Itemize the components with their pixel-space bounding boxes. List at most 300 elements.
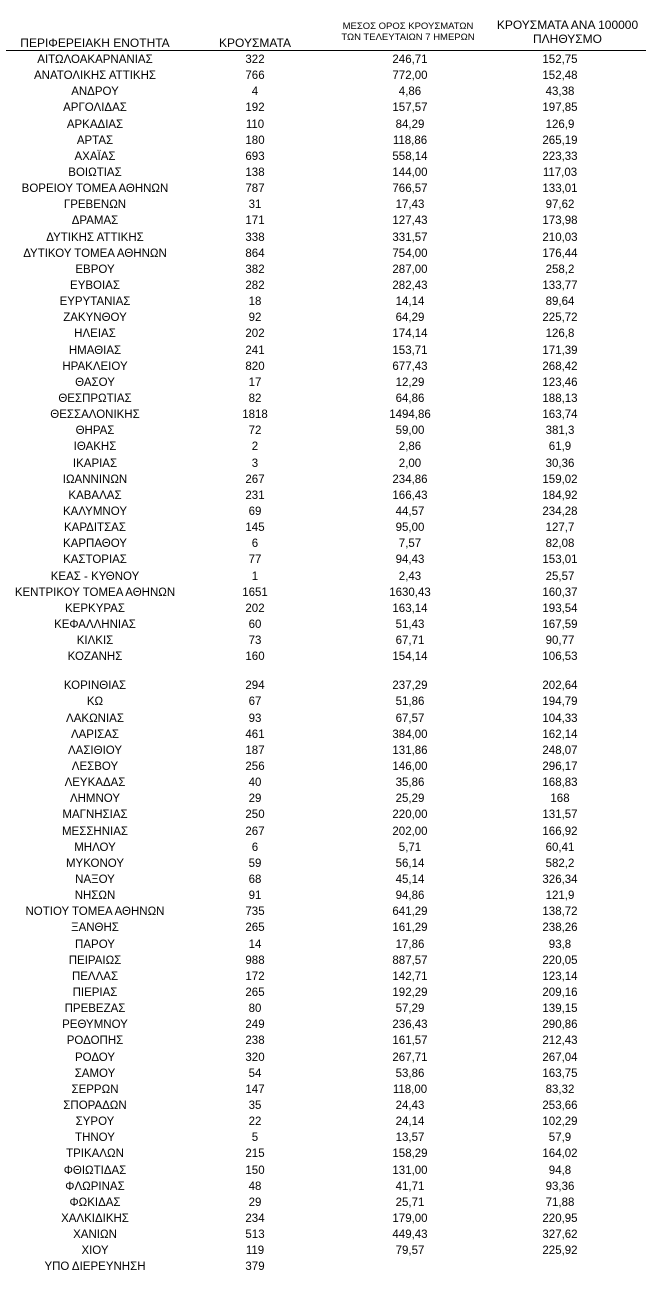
region-cell: ΝΟΤΙΟΥ ΤΟΜΕΑ ΑΘΗΝΩΝ bbox=[25, 906, 165, 919]
cases-cell: 22 bbox=[248, 1116, 262, 1129]
region-cell: ΦΩΚΙΔΑΣ bbox=[69, 1196, 121, 1209]
region-cell: ΑΡΤΑΣ bbox=[76, 134, 114, 147]
per100k-cell: 57,9 bbox=[548, 1132, 572, 1145]
avg7-cell: 2,00 bbox=[398, 457, 422, 470]
table-row bbox=[0, 617, 646, 633]
per100k-cell: 126,8 bbox=[545, 328, 575, 341]
region-cell: ΛΕΥΚΑΔΑΣ bbox=[64, 777, 126, 790]
per100k-cell: 139,15 bbox=[542, 1003, 578, 1016]
region-cell: ΚΙΛΚΙΣ bbox=[76, 635, 114, 648]
per100k-cell: 60,41 bbox=[545, 841, 575, 854]
cases-cell: 150 bbox=[245, 1164, 265, 1177]
table-row bbox=[0, 743, 646, 759]
avg7-cell: 287,00 bbox=[392, 263, 428, 276]
avg7-cell: 246,71 bbox=[392, 54, 428, 66]
per100k-cell: 296,17 bbox=[542, 761, 578, 774]
cases-cell: 29 bbox=[248, 793, 262, 806]
region-cell: ΚΑΡΔΙΤΣΑΣ bbox=[64, 522, 126, 535]
per100k-cell: 265,19 bbox=[542, 134, 578, 147]
cases-cell: 766 bbox=[245, 70, 265, 83]
cases-cell: 249 bbox=[245, 1019, 265, 1032]
header-region: ΠΕΡΙΦΕΡΕΙΑΚΗ ΕΝΟΤΗΤΑ bbox=[20, 36, 170, 50]
avg7-cell: 161,57 bbox=[392, 1035, 428, 1048]
region-cell: ΠΙΕΡΙΑΣ bbox=[72, 987, 118, 1000]
table-row bbox=[0, 585, 646, 601]
header-avg7 bbox=[318, 22, 498, 44]
table-row bbox=[0, 775, 646, 791]
cases-cell: 513 bbox=[245, 1229, 265, 1242]
cases-cell: 265 bbox=[245, 922, 265, 935]
per100k-cell: 82,08 bbox=[545, 538, 575, 551]
per100k-cell: 184,92 bbox=[542, 489, 578, 502]
table-row bbox=[0, 359, 646, 375]
table-row bbox=[0, 1114, 646, 1130]
region-cell: ΝΑΞΟΥ bbox=[75, 874, 115, 887]
region-cell: ΜΑΓΝΗΣΙΑΣ bbox=[62, 809, 128, 822]
avg7-cell: 24,43 bbox=[395, 1100, 425, 1112]
cases-cell: 160 bbox=[245, 651, 265, 664]
table-row bbox=[0, 472, 646, 488]
per100k-cell: 223,33 bbox=[542, 150, 578, 163]
per100k-cell: 133,01 bbox=[542, 183, 578, 196]
avg7-cell: 84,29 bbox=[395, 118, 425, 131]
avg7-cell: 25,29 bbox=[395, 793, 425, 806]
per100k-cell: 290,86 bbox=[542, 1019, 578, 1032]
cases-cell: 73 bbox=[248, 635, 262, 648]
cases-cell: 820 bbox=[245, 360, 265, 373]
per100k-cell: 159,02 bbox=[542, 473, 578, 486]
region-cell: ΖΑΚΥΝΘΟΥ bbox=[63, 312, 127, 325]
per100k-cell: 176,44 bbox=[542, 247, 578, 260]
cases-cell: 147 bbox=[245, 1083, 265, 1096]
avg7-cell: 118,00 bbox=[392, 1083, 428, 1096]
table-row bbox=[0, 294, 646, 310]
region-cell: ΔΥΤΙΚΗΣ ΑΤΤΙΚΗΣ bbox=[46, 231, 144, 244]
region-cell: ΚΑΒΑΛΑΣ bbox=[68, 489, 122, 502]
per100k-cell: 163,74 bbox=[542, 409, 578, 422]
table-row bbox=[0, 246, 646, 262]
table-row bbox=[0, 856, 646, 872]
region-cell: ΤΗΝΟΥ bbox=[75, 1132, 115, 1145]
avg7-cell: 144,00 bbox=[392, 166, 428, 179]
per100k-cell: 225,72 bbox=[542, 312, 578, 325]
region-cell: ΝΗΣΩΝ bbox=[74, 890, 116, 903]
cases-cell: 294 bbox=[245, 680, 265, 693]
table-row bbox=[0, 100, 646, 116]
table-row bbox=[0, 969, 646, 985]
per100k-cell: 123,46 bbox=[542, 376, 578, 389]
region-cell: ΣΑΜΟΥ bbox=[74, 1067, 116, 1080]
per100k-cell: 225,92 bbox=[542, 1245, 578, 1258]
cases-cell: 82 bbox=[248, 392, 262, 405]
region-cell: ΑΡΓΟΛΙΔΑΣ bbox=[63, 102, 127, 115]
avg7-cell: 384,00 bbox=[392, 728, 428, 741]
table-row bbox=[0, 649, 646, 665]
table-row bbox=[0, 68, 646, 84]
avg7-cell: 13,57 bbox=[395, 1132, 425, 1145]
cases-cell: 17 bbox=[248, 376, 262, 389]
table-row bbox=[0, 711, 646, 727]
cases-cell: 48 bbox=[248, 1180, 262, 1193]
region-cell: ΜΥΚΟΝΟΥ bbox=[65, 857, 125, 870]
per100k-cell: 106,53 bbox=[542, 651, 578, 664]
cases-cell: 1818 bbox=[242, 409, 268, 422]
cases-cell: 215 bbox=[245, 1148, 265, 1161]
avg7-cell: 118,86 bbox=[392, 134, 428, 147]
avg7-cell: 4,86 bbox=[398, 86, 422, 99]
region-cell: ΚΑΡΠΑΘΟΥ bbox=[63, 538, 127, 551]
per100k-cell: 248,07 bbox=[542, 744, 578, 757]
per100k-cell: 127,7 bbox=[545, 522, 575, 535]
table-row bbox=[0, 633, 646, 649]
avg7-cell: 17,43 bbox=[395, 199, 425, 212]
avg7-cell: 449,43 bbox=[392, 1229, 428, 1242]
region-cell: ΑΡΚΑΔΙΑΣ bbox=[66, 118, 124, 131]
region-cell: ΘΑΣΟΥ bbox=[75, 376, 115, 389]
per100k-cell: 93,36 bbox=[545, 1180, 575, 1193]
table-row bbox=[0, 536, 646, 552]
region-cell: ΗΛΕΙΑΣ bbox=[74, 328, 116, 341]
per100k-cell: 162,14 bbox=[542, 728, 578, 741]
avg7-cell: 94,86 bbox=[395, 890, 425, 903]
cases-cell: 267 bbox=[245, 473, 265, 486]
per100k-cell: 197,85 bbox=[542, 102, 578, 115]
per100k-cell: 210,03 bbox=[542, 231, 578, 244]
cases-cell: 4 bbox=[251, 86, 259, 99]
region-cell: ΘΗΡΑΣ bbox=[75, 425, 115, 438]
table-row bbox=[0, 1033, 646, 1049]
region-cell: ΕΒΡΟΥ bbox=[75, 263, 115, 276]
table-row bbox=[0, 391, 646, 407]
table-row bbox=[0, 375, 646, 391]
header-per100k-line1: ΚΡΟΥΣΜΑΤΑ ΑΝΑ 100000 bbox=[496, 18, 639, 32]
table-row bbox=[0, 84, 646, 100]
per100k-cell: 194,79 bbox=[542, 696, 578, 709]
avg7-cell: 220,00 bbox=[392, 809, 428, 822]
per100k-cell: 168,83 bbox=[542, 777, 578, 790]
per100k-cell: 167,59 bbox=[542, 618, 578, 631]
table-row bbox=[0, 439, 646, 455]
table-row bbox=[0, 1098, 646, 1114]
avg7-cell: 558,14 bbox=[392, 150, 428, 163]
table-row bbox=[0, 872, 646, 888]
table-row bbox=[0, 278, 646, 294]
avg7-cell: 331,57 bbox=[392, 231, 428, 244]
avg7-cell: 25,71 bbox=[395, 1196, 425, 1209]
cases-cell: 320 bbox=[245, 1051, 265, 1064]
region-cell: ΚΟΡΙΝΘΙΑΣ bbox=[63, 680, 127, 693]
avg7-cell: 44,57 bbox=[395, 505, 425, 518]
per100k-cell: 61,9 bbox=[548, 441, 572, 454]
region-cell: ΡΕΘΥΜΝΟΥ bbox=[62, 1019, 128, 1032]
cases-cell: 250 bbox=[245, 809, 265, 822]
region-cell: ΠΡΕΒΕΖΑΣ bbox=[64, 1003, 126, 1016]
table-row bbox=[0, 165, 646, 181]
cases-cell: 461 bbox=[245, 728, 265, 741]
avg7-cell: 166,43 bbox=[392, 489, 428, 502]
per100k-cell: 164,02 bbox=[542, 1148, 578, 1161]
table-row bbox=[0, 727, 646, 743]
cases-cell: 67 bbox=[248, 696, 262, 709]
per100k-cell: 171,39 bbox=[542, 344, 578, 357]
region-cell: ΡΟΔΟΠΗΣ bbox=[66, 1035, 124, 1048]
table-row bbox=[0, 407, 646, 423]
table-row bbox=[0, 601, 646, 617]
cases-cell: 80 bbox=[248, 1003, 262, 1016]
avg7-cell: 41,71 bbox=[395, 1180, 425, 1193]
cases-cell: 54 bbox=[248, 1067, 262, 1080]
cases-cell: 231 bbox=[245, 489, 265, 502]
cases-cell: 119 bbox=[245, 1245, 265, 1258]
avg7-cell: 79,57 bbox=[395, 1245, 425, 1258]
table-row bbox=[0, 488, 646, 504]
cases-cell: 192 bbox=[245, 102, 265, 115]
region-cell: ΑΝΔΡΟΥ bbox=[71, 86, 119, 99]
header-cases: ΚΡΟΥΣΜΑΤΑ bbox=[219, 36, 291, 50]
cases-cell: 110 bbox=[245, 118, 265, 131]
avg7-cell: 59,00 bbox=[395, 425, 425, 438]
avg7-cell: 67,71 bbox=[395, 635, 425, 648]
region-cell: ΕΥΒΟΙΑΣ bbox=[70, 279, 120, 292]
table-row bbox=[0, 569, 646, 585]
avg7-cell: 17,86 bbox=[395, 938, 425, 951]
cases-cell: 171 bbox=[245, 215, 265, 228]
cases-cell: 202 bbox=[245, 328, 265, 341]
region-cell: ΠΕΛΛΑΣ bbox=[71, 970, 119, 983]
region-cell: ΛΑΚΩΝΙΑΣ bbox=[66, 712, 124, 725]
cases-cell: 180 bbox=[245, 134, 265, 147]
table-row bbox=[0, 1259, 646, 1275]
region-cell: ΑΧΑΪΑΣ bbox=[74, 150, 116, 163]
per100k-cell: 168 bbox=[550, 793, 570, 806]
table-row bbox=[0, 1179, 646, 1195]
avg7-cell: 35,86 bbox=[395, 777, 425, 790]
table-row bbox=[0, 1163, 646, 1179]
cases-cell: 735 bbox=[245, 906, 265, 919]
table-row bbox=[0, 1243, 646, 1259]
table-row bbox=[0, 840, 646, 856]
avg7-cell: 127,43 bbox=[392, 215, 428, 228]
cases-cell: 693 bbox=[245, 150, 265, 163]
cases-cell: 267 bbox=[245, 825, 265, 838]
per100k-cell: 83,32 bbox=[545, 1083, 575, 1096]
per100k-cell: 234,28 bbox=[542, 505, 578, 518]
cases-cell: 72 bbox=[248, 425, 262, 438]
avg7-cell: 131,86 bbox=[392, 744, 428, 757]
cases-cell: 864 bbox=[245, 247, 265, 260]
cases-cell: 77 bbox=[248, 554, 262, 567]
region-cell: ΗΜΑΘΙΑΣ bbox=[68, 344, 122, 357]
cases-cell: 382 bbox=[245, 263, 265, 276]
per100k-cell: 25,57 bbox=[545, 570, 575, 583]
table-row bbox=[0, 1195, 646, 1211]
cases-cell: 93 bbox=[248, 712, 262, 725]
avg7-cell: 56,14 bbox=[395, 857, 425, 870]
table-row bbox=[0, 694, 646, 710]
avg7-cell: 146,00 bbox=[392, 761, 428, 774]
table-row bbox=[0, 1066, 646, 1082]
region-cell: ΓΡΕΒΕΝΩΝ bbox=[63, 199, 127, 212]
region-cell: ΗΡΑΚΛΕΙΟΥ bbox=[62, 360, 128, 373]
per100k-cell: 94,8 bbox=[548, 1164, 572, 1177]
avg7-cell: 887,57 bbox=[392, 954, 428, 967]
per100k-cell: 267,04 bbox=[542, 1051, 578, 1064]
region-cell: ΘΕΣΠΡΩΤΙΑΣ bbox=[58, 392, 132, 405]
header-per100k-line2: ΠΛΗΘΥΣΜΟ bbox=[532, 31, 603, 46]
per100k-cell: 93,8 bbox=[548, 938, 572, 951]
per100k-cell: 212,43 bbox=[542, 1035, 578, 1048]
table-row bbox=[0, 456, 646, 472]
per100k-cell: 102,29 bbox=[542, 1116, 578, 1129]
per100k-cell: 166,92 bbox=[542, 825, 578, 838]
per100k-cell: 117,03 bbox=[542, 166, 578, 179]
per100k-cell: 121,9 bbox=[545, 890, 575, 903]
cases-cell: 92 bbox=[248, 312, 262, 325]
cases-cell: 18 bbox=[248, 296, 262, 309]
region-cell: ΒΟΡΕΙΟΥ ΤΟΜΕΑ ΑΘΗΝΩΝ bbox=[21, 183, 169, 196]
avg7-cell: 158,29 bbox=[392, 1148, 428, 1161]
table-row bbox=[0, 759, 646, 775]
table-row bbox=[0, 117, 646, 133]
cases-cell: 322 bbox=[245, 54, 265, 66]
per100k-cell: 153,01 bbox=[542, 554, 578, 567]
region-cell: ΛΕΣΒΟΥ bbox=[71, 761, 119, 774]
region-cell: ΚΕΑΣ - ΚΥΘΝΟΥ bbox=[50, 570, 140, 583]
per100k-cell: 89,64 bbox=[545, 296, 575, 309]
avg7-cell: 2,86 bbox=[398, 441, 422, 454]
avg7-cell: 202,00 bbox=[392, 825, 428, 838]
cases-cell: 5 bbox=[251, 1132, 259, 1145]
cases-cell: 234 bbox=[245, 1212, 265, 1225]
avg7-cell: 236,43 bbox=[392, 1019, 428, 1032]
table-row bbox=[0, 920, 646, 936]
region-cell: ΙΩΑΝΝΙΝΩΝ bbox=[62, 473, 128, 486]
avg7-cell: 94,43 bbox=[395, 554, 425, 567]
region-cell: ΦΛΩΡΙΝΑΣ bbox=[65, 1180, 125, 1193]
region-cell: ΑΝΑΤΟΛΙΚΗΣ ΑΤΤΙΚΗΣ bbox=[33, 70, 156, 83]
region-cell: ΧΙΟΥ bbox=[81, 1245, 109, 1258]
cases-cell: 14 bbox=[248, 938, 262, 951]
per100k-cell: 126,9 bbox=[545, 118, 575, 131]
cases-cell: 256 bbox=[245, 761, 265, 774]
avg7-cell: 1494,86 bbox=[389, 409, 431, 422]
cases-cell: 241 bbox=[245, 344, 265, 357]
region-cell: ΡΟΔΟΥ bbox=[74, 1051, 116, 1064]
header-avg7-line1: ΜΕΣΟΣ ΟΡΟΣ ΚΡΟΥΣΜΑΤΩΝ bbox=[342, 21, 474, 32]
avg7-cell: 154,14 bbox=[392, 651, 428, 664]
per100k-cell: 202,64 bbox=[542, 680, 578, 693]
avg7-cell: 2,43 bbox=[398, 570, 422, 583]
per100k-cell: 97,62 bbox=[545, 199, 575, 212]
region-cell: ΚΑΛΥΜΝΟΥ bbox=[63, 505, 127, 518]
avg7-cell: 14,14 bbox=[395, 296, 425, 309]
per100k-cell: 133,77 bbox=[542, 279, 578, 292]
avg7-cell: 282,43 bbox=[392, 279, 428, 292]
avg7-cell: 163,14 bbox=[392, 602, 428, 615]
region-cell: ΛΗΜΝΟΥ bbox=[69, 793, 121, 806]
avg7-cell: 53,86 bbox=[395, 1067, 425, 1080]
per100k-cell: 326,34 bbox=[542, 874, 578, 887]
table-row bbox=[0, 262, 646, 278]
table-row bbox=[0, 1001, 646, 1017]
avg7-cell: 1630,43 bbox=[389, 586, 431, 599]
region-cell: ΞΑΝΘΗΣ bbox=[71, 922, 119, 935]
avg7-cell: 131,00 bbox=[392, 1164, 428, 1177]
cases-cell: 1 bbox=[251, 570, 259, 583]
per100k-cell: 209,16 bbox=[542, 987, 578, 1000]
cases-cell: 145 bbox=[245, 522, 265, 535]
region-cell: ΣΕΡΡΩΝ bbox=[71, 1083, 119, 1096]
region-cell: ΚΕΡΚΥΡΑΣ bbox=[65, 602, 125, 615]
per100k-cell: 71,88 bbox=[545, 1196, 575, 1209]
avg7-cell: 174,14 bbox=[392, 328, 428, 341]
table-row bbox=[0, 888, 646, 904]
group-gap bbox=[0, 665, 646, 678]
cases-cell: 59 bbox=[248, 857, 262, 870]
table-row bbox=[0, 230, 646, 246]
avg7-cell: 12,29 bbox=[395, 376, 425, 389]
table-row bbox=[0, 1146, 646, 1162]
avg7-cell: 5,71 bbox=[398, 841, 422, 854]
avg7-cell: 754,00 bbox=[392, 247, 428, 260]
avg7-cell: 64,29 bbox=[395, 312, 425, 325]
avg7-cell: 153,71 bbox=[392, 344, 428, 357]
cases-cell: 29 bbox=[248, 1196, 262, 1209]
avg7-cell: 179,00 bbox=[392, 1212, 428, 1225]
per100k-cell: 160,37 bbox=[542, 586, 578, 599]
avg7-cell: 641,29 bbox=[392, 906, 428, 919]
region-cell: ΠΕΙΡΑΙΩΣ bbox=[68, 954, 122, 967]
cases-cell: 40 bbox=[248, 777, 262, 790]
avg7-cell: 95,00 bbox=[395, 522, 425, 535]
avg7-cell: 161,29 bbox=[392, 922, 428, 935]
per100k-cell: 163,75 bbox=[542, 1067, 578, 1080]
region-cell: ΔΡΑΜΑΣ bbox=[71, 215, 119, 228]
table-row bbox=[0, 197, 646, 213]
region-cell: ΚΩ bbox=[86, 696, 104, 709]
table-row bbox=[0, 678, 646, 694]
region-cell: ΕΥΡΥΤΑΝΙΑΣ bbox=[59, 296, 131, 309]
per100k-cell: 138,72 bbox=[542, 906, 578, 919]
region-cell: ΙΘΑΚΗΣ bbox=[73, 441, 117, 454]
per100k-cell: 327,62 bbox=[542, 1229, 578, 1242]
per100k-cell: 268,42 bbox=[542, 360, 578, 373]
header-per100k bbox=[480, 19, 646, 47]
cases-cell: 3 bbox=[251, 457, 259, 470]
cases-cell: 138 bbox=[245, 166, 265, 179]
table-row bbox=[0, 953, 646, 969]
table-row bbox=[0, 520, 646, 536]
avg7-cell: 766,57 bbox=[392, 183, 428, 196]
table-row bbox=[0, 181, 646, 197]
avg7-cell: 24,14 bbox=[395, 1116, 425, 1129]
per100k-cell: 173,98 bbox=[542, 215, 578, 228]
table-row bbox=[0, 807, 646, 823]
avg7-cell: 237,29 bbox=[392, 680, 428, 693]
cases-cell: 265 bbox=[245, 987, 265, 1000]
cases-cell: 68 bbox=[248, 874, 262, 887]
region-cell: ΠΑΡΟΥ bbox=[75, 938, 115, 951]
per100k-cell: 131,57 bbox=[542, 809, 578, 822]
cases-cell: 379 bbox=[245, 1261, 265, 1274]
table-row bbox=[0, 1050, 646, 1066]
region-cell: ΥΠΟ ΔΙΕΡΕΥΝΗΣΗ bbox=[44, 1261, 146, 1274]
per100k-cell: 43,38 bbox=[545, 86, 575, 99]
cases-cell: 6 bbox=[251, 841, 259, 854]
region-cell: ΣΥΡΟΥ bbox=[75, 1116, 115, 1129]
avg7-cell: 677,43 bbox=[392, 360, 428, 373]
per100k-cell: 258,2 bbox=[545, 263, 575, 276]
